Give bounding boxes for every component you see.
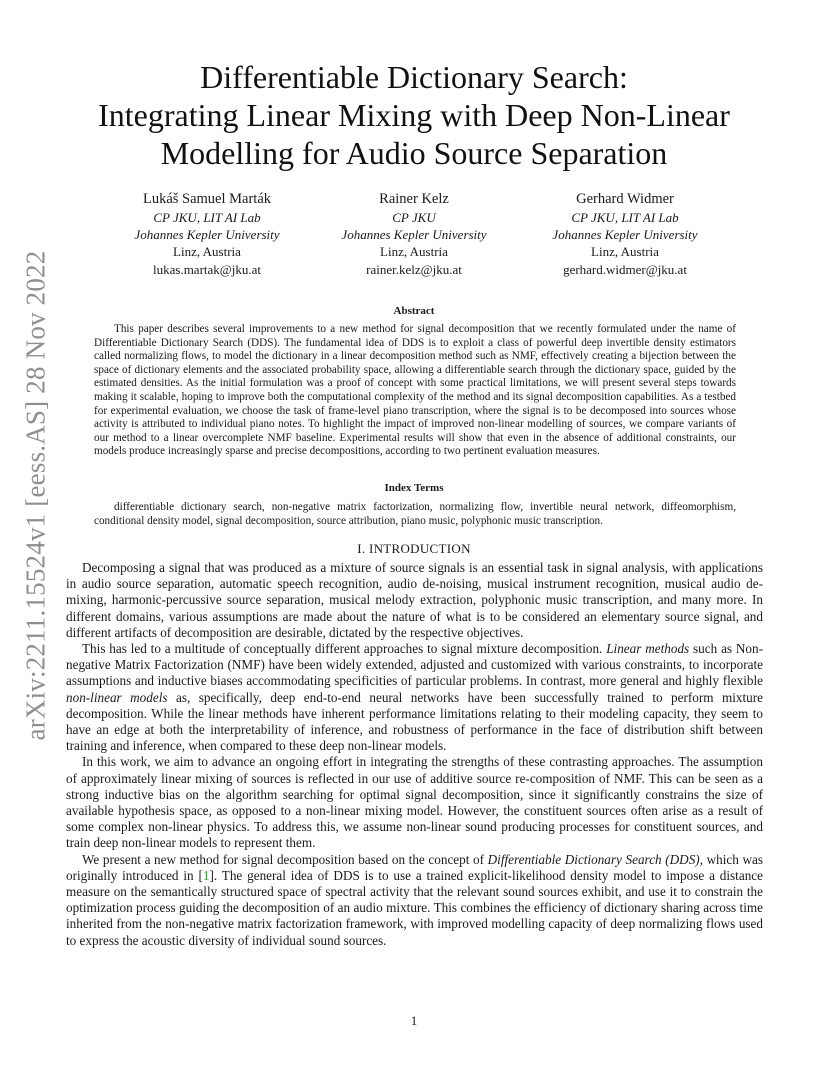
introduction-body xyxy=(66,560,763,949)
paragraph-3: In this work, we aim to advance an ongoing effort in integrating the strengths of these contrasting approaches. The assumption of approximately linear mixing of sources is reflected in our use of additive source re-composition of NMF. This can be seen as a strong inductive bias on the algorithm searching for optimal signal decomposition, since it significantly constrains the size of available hypothesis space, as opposed to a non-linear mixing model. However, the constituent sources often arise as a result of some complex non-linear physics. To address this, we assume non-linear sound producing processes for constituent sources, and train deep non-linear models to represent them. xyxy=(66,754,763,851)
author-block-3 xyxy=(525,190,725,278)
paper-title xyxy=(60,58,768,172)
paragraph-4-part-b: , which was originally introduced in [ xyxy=(66,851,763,883)
author-block-2 xyxy=(314,190,514,278)
author-location: Linz, Austria xyxy=(173,244,241,260)
paragraph-1: Decomposing a signal that was produced as a mixture of source signals is an essential task in signal analysis, with applications in audio source separation, automatic speech recognition, audio de-noising, musical instrument recognition, musical audio de-mixing, harmonic-percussive source separation, musical melody extraction, polyphonic music transcription, and many more. In different domains, various assumptions are made about the nature of what is to be considered an elementary source signal, and different artifacts of decomposition are desirable, dictated by the respective objectives. xyxy=(66,560,763,640)
paragraph-2 xyxy=(66,641,763,754)
author-name: Lukáš Samuel Marták xyxy=(142,191,272,207)
author-email: rainer.kelz@jku.at xyxy=(366,261,462,277)
paragraph-2-part-a: This has led to a multitude of conceptually different approaches to signal mixture decomposition. xyxy=(82,641,607,657)
arxiv-identifier-text: arXiv:2211.15524v1 [eess.AS] 28 Nov 2022 xyxy=(20,250,51,740)
page-number: 1 xyxy=(410,1013,418,1028)
author-university: Johannes Kepler University xyxy=(341,227,487,243)
author-location: Linz, Austria xyxy=(380,244,448,260)
author-name: Gerhard Widmer xyxy=(576,191,674,207)
index-terms-heading: Index Terms xyxy=(384,482,444,494)
index-terms-text: differentiable dictionary search, non-negative matrix factorization, normalizing flow, invertible neural network, diffeomorphism, conditional density model, signal decomposition, source attribution, piano music, polyphonic music transcription. xyxy=(94,501,736,527)
author-location: Linz, Austria xyxy=(591,244,659,260)
author-university: Johannes Kepler University xyxy=(134,227,280,243)
emphasis-non-linear-models: non-linear models xyxy=(66,689,168,705)
author-affiliation: CP JKU, LIT AI Lab xyxy=(571,210,679,225)
author-name: Rainer Kelz xyxy=(379,191,449,207)
author-email: lukas.martak@jku.at xyxy=(153,261,261,277)
paragraph-4 xyxy=(66,852,763,949)
citation-link[interactable]: 1 xyxy=(202,867,210,883)
title-line-2: Integrating Linear Mixing with Deep Non-Linear xyxy=(98,97,730,133)
paragraph-2-part-b: such as Non-negative Matrix Factorization (NMF) have been widely extended, adjusted and customized with various constraints, to incorporate assumptions and inductive biases accommodating specificities of particular problems. In contrast, more general and highly flexible xyxy=(66,641,764,689)
author-affiliation: CP JKU xyxy=(392,210,436,225)
paragraph-2-part-c: as, specifically, deep end-to-end neural networks have been successfully trained to perform mixture decomposition. While the linear methods have inherent performance limitations relating to their modeling capacity, they seem to have an edge at both the interpretability of inference, and robustness of performance in the face of distribution shift between training and inference, when compared to these deep non-linear models. xyxy=(66,689,763,754)
emphasis-dds: Differentiable Dictionary Search (DDS) xyxy=(487,851,700,867)
author-university: Johannes Kepler University xyxy=(552,227,698,243)
paragraph-4-part-a: We present a new method for signal decomposition based on the concept of xyxy=(82,851,488,867)
abstract-text: This paper describes several improvements to a new method for signal decomposition that we recently formulated under the name of Differentiable Dictionary Search (DDS). The fundamental idea of DDS is to exploit a class of powerful deep invertible density estimators called normalizing flows, to model the dictionary in a linear decomposition method such as NMF, effectively creating a bijection between the space of dictionary elements and the associated probability space, allowing a differentiable search through the dictionary space, guided by the estimated densities. As the initial formulation was a proof of concept with some practical limitations, we will present several steps towards making it scalable, hoping to improve both the computational complexity of the method and its signal decomposition capabilities. As a testbed for experimental evaluation, we choose the task of frame-level piano transcription, where the signal is to be decomposed into sources whose activity is attributed to individual piano notes. To highlight the impact of improved non-linear modelling of sources, we compare variants of our method to a linear overcomplete NMF baseline. Experimental results will show that even in the absence of additional constraints, our models produce increasingly sparse and precise decompositions, according to two pertinent evaluation measures. xyxy=(94,323,736,458)
emphasis-linear-methods: Linear methods xyxy=(606,641,690,657)
title-line-3: Modelling for Audio Source Separation xyxy=(160,135,668,171)
author-affiliation: CP JKU, LIT AI Lab xyxy=(153,210,261,225)
abstract-heading: Abstract xyxy=(393,305,435,317)
paragraph-4-part-c: ]. The general idea of DDS is to use a trained explicit-likelihood density model to impose a distance measure on the semantically structured space of spectral activity that the relevant sound sources exhibit, and use it to constrain the optimization process guiding the decomposition of an audio mixture. This combines the efficiency of dictionary sharing across time inherited from the non-negative matrix factorization framework, with improved modelling capacity of deep normalizing flows used to express the acoustic diversity of individual sound sources. xyxy=(66,867,763,948)
section-heading-introduction: I. INTRODUCTION xyxy=(357,541,471,556)
author-block-1 xyxy=(107,190,307,278)
title-line-1: Differentiable Dictionary Search: xyxy=(200,59,628,95)
author-email: gerhard.widmer@jku.at xyxy=(563,261,687,277)
